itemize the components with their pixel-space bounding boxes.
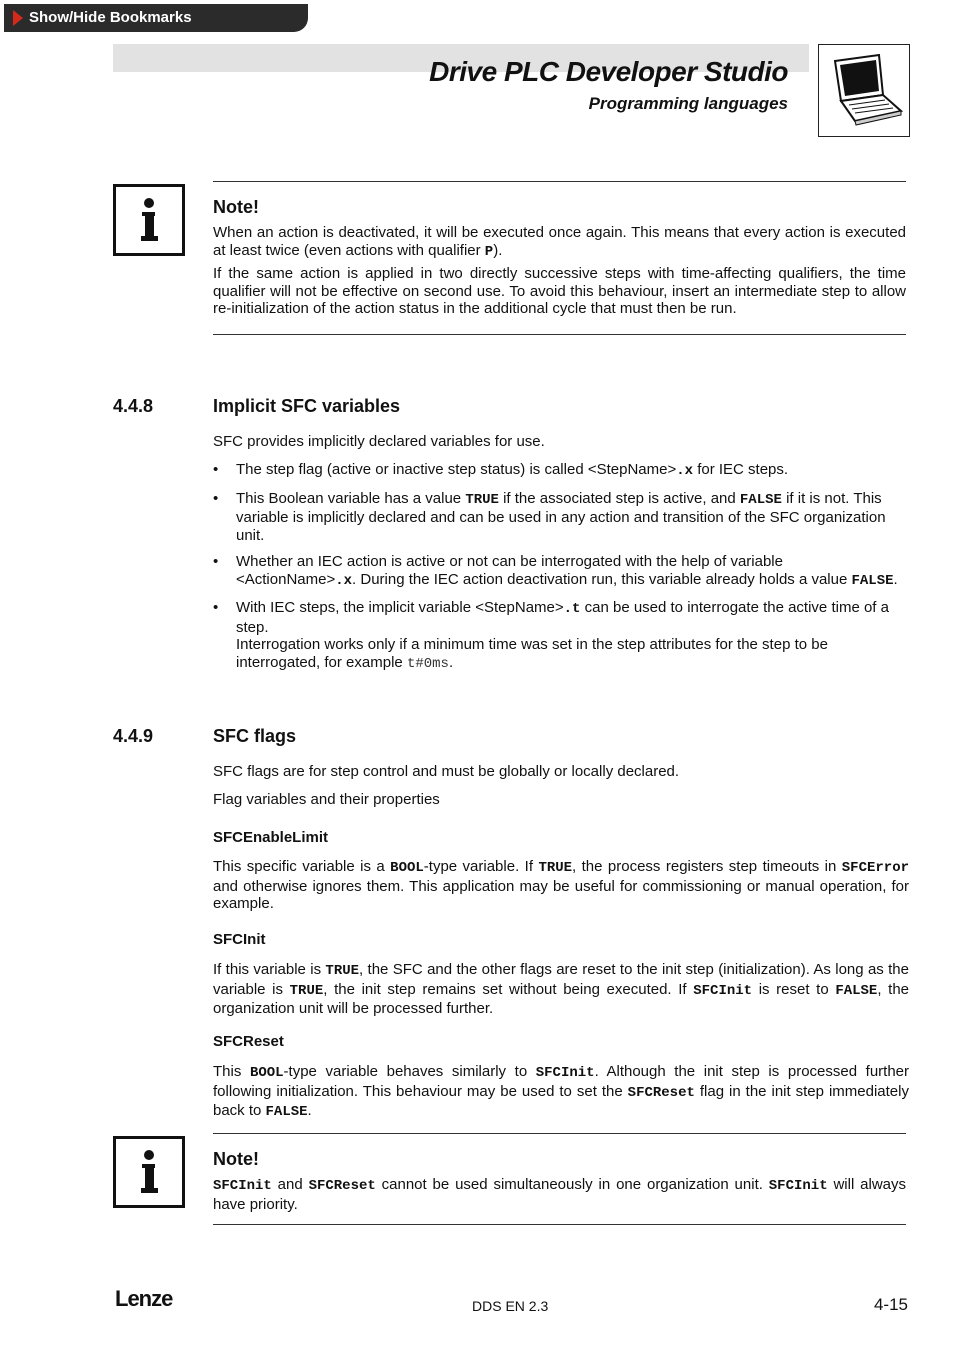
list-item: • This Boolean variable has a value TRUE if the associated step is active, and FALSE if it is not. This variable is implicitly declared and can be used in any action and transition of the SFC organization unit.	[213, 490, 906, 545]
section-title: Implicit SFC variables	[213, 396, 401, 416]
note-paragraph: If the same action is applied in two directly successive steps with time-affecting qualifiers, the time qualifier will not be effective on second use. To avoid this behaviour, insert an intermediate step to allow re-initialization of the action status in the additional cycle that must then be run.	[213, 265, 906, 317]
page-subtitle: Programming languages	[588, 94, 788, 113]
divider	[213, 181, 906, 182]
document-id: DDS EN 2.3	[472, 1298, 549, 1314]
divider	[213, 334, 906, 335]
note-paragraph: When an action is deactivated, it will be executed once again. This means that every action is executed at least twice (even actions with qualifier P).	[213, 224, 906, 260]
list-item: • With IEC steps, the implicit variable <StepName>.t can be used to interrogate the active time of a step. Interrogation works only if a minimum time was set in the step attributes for the step to be interrogated, for example t#0ms.	[213, 599, 906, 673]
section-intro: Flag variables and their properties	[213, 791, 440, 808]
bullet-list	[213, 461, 906, 673]
triangle-right-icon	[13, 10, 23, 26]
list-item: • Whether an IEC action is active or not can be interrogated with the help of variable <ActionName>.x. During the IEC action deactivation run, this variable already holds a value FALSE.	[213, 553, 906, 590]
flag-description: If this variable is TRUE, the SFC and the other flags are reset to the init step (initialization). As long as the variable is TRUE, the init step remains set without being executed. If SFCInit is reset to FALSE, the organization unit will be processed further.	[213, 961, 910, 1017]
page-title: Drive PLC Developer Studio	[429, 56, 788, 87]
flag-description: This specific variable is a BOOL-type variable. If TRUE, the process registers step timeouts in SFCError and otherwise ignores them. This application may be useful for commissioning or manual operation, for example.	[213, 858, 909, 912]
section-intro: SFC flags are for step control and must be globally or locally declared.	[213, 763, 680, 780]
section-number: 4.4.8	[113, 396, 154, 416]
list-item: • The step flag (active or inactive step status) is called <StepName>.x for IEC steps.	[213, 461, 906, 481]
flag-heading: SFCInit	[213, 931, 266, 948]
note-heading: Note!	[213, 1149, 259, 1169]
page-number: 4-15	[873, 1295, 908, 1314]
info-icon	[113, 184, 185, 256]
flag-heading: SFCReset	[213, 1033, 284, 1050]
section-number: 4.4.9	[113, 726, 154, 746]
bookmark-label: Show/Hide Bookmarks	[29, 9, 192, 27]
flag-heading: SFCEnableLimit	[213, 829, 329, 846]
divider	[213, 1133, 906, 1134]
section-intro: SFC provides implicitly declared variables for use.	[213, 433, 545, 450]
note-paragraph: SFCInit and SFCReset cannot be used simultaneously in one organization unit. SFCInit will always have priority.	[213, 1176, 906, 1213]
note-heading: Note!	[213, 197, 259, 217]
section-title: SFC flags	[213, 726, 297, 746]
show-hide-bookmarks-button[interactable]	[4, 4, 308, 32]
info-icon	[113, 1136, 185, 1208]
divider	[213, 1224, 906, 1225]
lenze-logo: Lenze	[115, 1286, 173, 1311]
flag-description: This BOOL-type variable behaves similarly to SFCInit. Although the init step is processed further following initialization. This behaviour may be used to set the SFCReset flag in the init step immediately back to FALSE.	[213, 1063, 909, 1120]
laptop-icon	[818, 44, 910, 137]
